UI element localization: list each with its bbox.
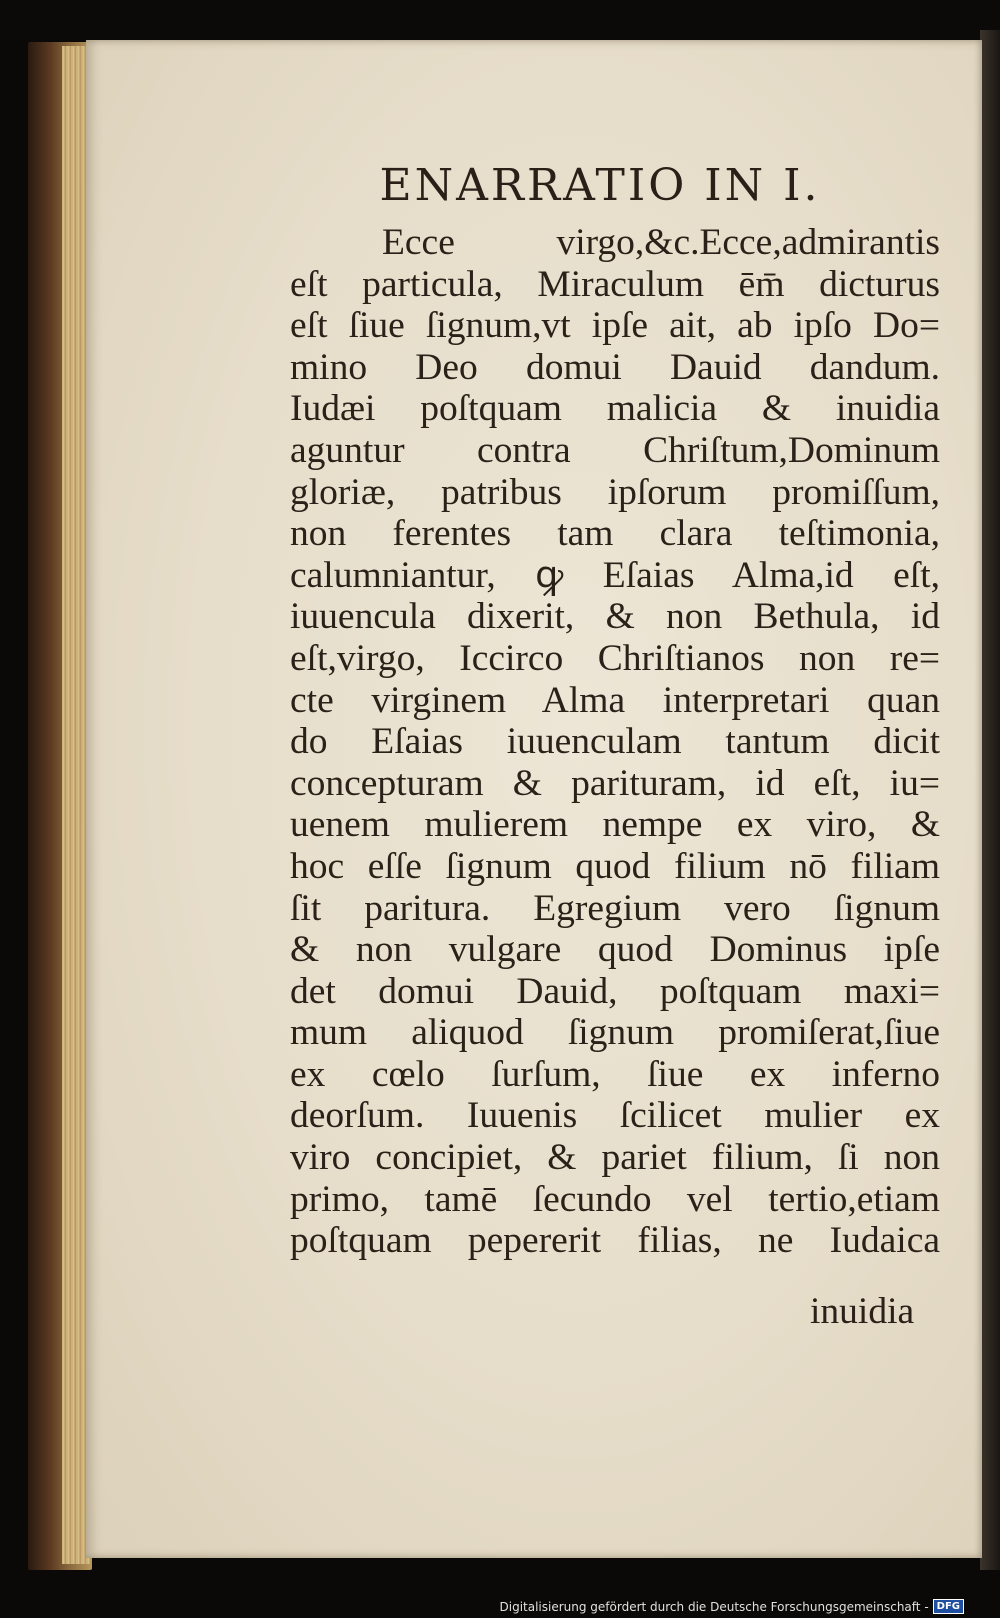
dfg-logo: DFG — [933, 1599, 964, 1614]
next-page-edge — [980, 30, 1000, 1570]
text-line: mino Deo domui Dauid dandum. — [290, 346, 940, 388]
text-line: uenem mulierem nempe ex viro, & — [290, 804, 940, 846]
text-line: eſt,virgo, Iccirco Chriſtianos non re= — [290, 637, 940, 679]
text-line: deorſum. Iuuenis ſcilicet mulier ex — [290, 1095, 940, 1137]
text-line: calumniantur, ꝙ Eſaias Alma,id eſt, — [290, 554, 940, 596]
text-line: non ferentes tam clara teſtimonia, — [290, 513, 940, 555]
text-line: & non vulgare quod Dominus ipſe — [290, 929, 940, 971]
running-header: ENARRATIO IN I. — [379, 160, 821, 211]
text-line: eſt ſiue ſignum,vt ipſe ait, ab ipſo Do= — [290, 305, 940, 347]
text-line: ex cœlo ſurſum, ſiue ex inferno — [290, 1053, 940, 1095]
text-line: Ecce virgo,&c.Ecce,admirantis — [382, 222, 940, 263]
text-line: det domui Dauid, poſtquam maxi= — [290, 970, 940, 1012]
text-line: concepturam & parituram, id eſt, iu= — [290, 762, 940, 804]
text-line: aguntur contra Chriſtum,Dominum — [290, 429, 940, 471]
text-line: viro concipiet, & pariet filium, ſi non — [290, 1137, 940, 1179]
text-block — [290, 222, 940, 1262]
text-line: ſit paritura. Egregium vero ſignum — [290, 887, 940, 929]
text-line: cte virginem Alma interpretari quan — [290, 679, 940, 721]
credit-text: Digitalisierung gefördert durch die Deutsche Forschungsgemeinschaft - — [499, 1599, 929, 1614]
text-line: iuuencula dixerit, & non Bethula, id — [290, 596, 940, 638]
text-line: poſtquam pepererit filias, ne Iudaica — [290, 1220, 940, 1262]
text-line: do Eſaias iuuenculam tantum dicit — [290, 721, 940, 763]
text-line: primo, tamē ſecundo vel tertio,etiam — [290, 1178, 940, 1220]
text-line: mum aliquod ſignum promiſerat,ſiue — [290, 1012, 940, 1054]
text-line: Iudæi poſtquam malicia & inuidia — [290, 388, 940, 430]
catchword: inuidia — [810, 1291, 915, 1332]
text-line: eſt particula, Miraculum ēm̄ dicturus — [290, 263, 940, 305]
text-line: hoc eſſe ſignum quod filium nō filiam — [290, 845, 940, 887]
top-border — [0, 0, 1000, 40]
digitization-credit — [500, 1599, 965, 1614]
text-line: gloriæ, patribus ipſorum promiſſum, — [290, 471, 940, 513]
